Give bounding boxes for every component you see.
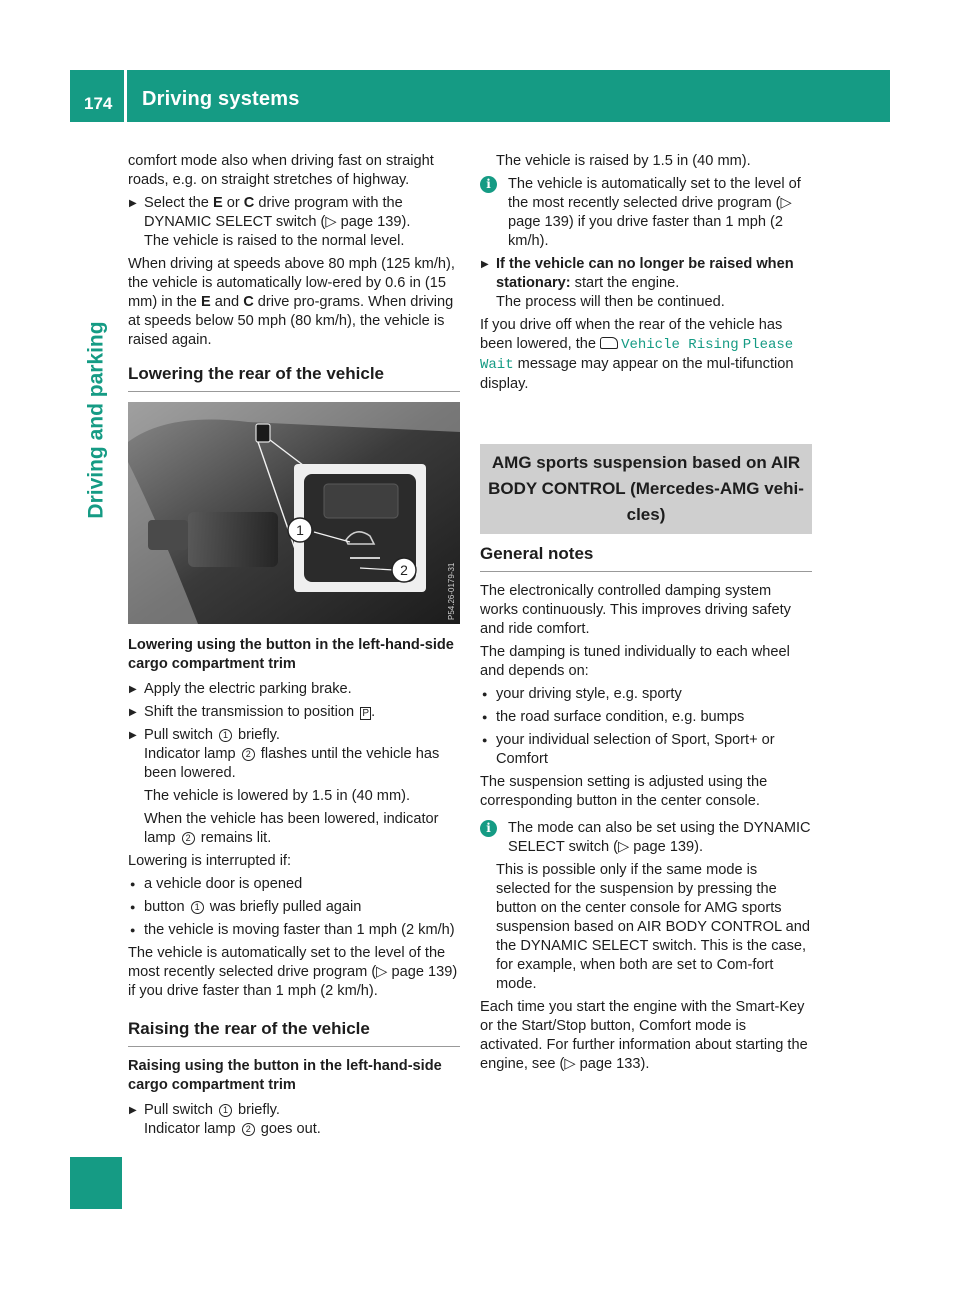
lowering-heading: Lowering the rear of the vehicle [128, 364, 460, 392]
display-message-line2: Please Wait [480, 337, 794, 373]
raising-heading: Raising the rear of the vehicle [128, 1019, 460, 1047]
step-cannot-raise: ▶ If the vehicle can no longer be raised when stationary: start the engine. The process will then be continued. [480, 255, 812, 312]
car-level-icon [600, 337, 618, 349]
callout-1: 1 [219, 1104, 232, 1117]
callout-2: 2 [242, 748, 255, 761]
image-code: P54.26-0179-31 [447, 562, 456, 620]
cargo-switch-photo [128, 402, 460, 624]
step-shift-transmission: ▶ Shift the transmission to position P . [128, 703, 460, 722]
step-parking-brake: ▶ Apply the electric parking brake. [128, 680, 460, 699]
info-icon: i [480, 820, 497, 837]
svg-text:2: 2 [400, 562, 408, 578]
interrupted-text: Lowering is interrupted if: [128, 853, 292, 869]
bullet-driving-style: ● your driving style, e.g. sporty [480, 685, 812, 704]
left-column [128, 152, 460, 1143]
info-icon: i [480, 176, 497, 193]
auto-level-text: The vehicle is automatically set to the level of the most recently selected drive program (▷ page 139) if you drive faster than 1 mph (2 km/h). [128, 945, 458, 999]
callout-1: 1 [219, 729, 232, 742]
step-result: The vehicle is raised to the normal level. [144, 233, 405, 249]
speeds-text: When driving at speeds above 80 mph (125 km/h), the vehicle is automatically low-ered by 0.6 in (15 mm) in the E and C drive pro-grams. When driving at speeds below 50 mph (80 km/h), the vehicle is raised again. [128, 256, 455, 348]
damping-tuned: The damping is tuned individually to each wheel and depends on: [480, 644, 790, 679]
drive-off-text: If you drive off when the rear of the vehicle has been lowered, the Vehicle Rising Please Wait message may appear on the mul-tifunction display. [480, 317, 794, 392]
callout-2: 2 [242, 1123, 255, 1136]
page-number: 174 [84, 94, 113, 113]
damping-intro: The electronically controlled damping system works continuously. This improves driving safety and ride comfort. [480, 583, 791, 637]
right-column [480, 152, 812, 1078]
step-pull-switch: ▶ Pull switch 1 briefly. Indicator lamp 2 flashes until the vehicle has been lowered. [128, 726, 460, 783]
raised-by-text: The vehicle is raised by 1.5 in (40 mm). [496, 153, 751, 169]
page-title: Driving systems [142, 88, 300, 110]
step-select-program: ▶ Select the E or C drive program with the DYNAMIC SELECT switch (▷ page 139). The vehicle is raised to the normal level. [128, 194, 460, 251]
info-mode: i The mode can also be set using the DYNAMIC SELECT switch (▷ page 139). [480, 819, 812, 857]
info-auto-level: i The vehicle is automatically set to the level of the most recently selected drive program (▷ page 139) if you drive faster than 1 mph (2 km/h). [480, 175, 812, 251]
section-marker [70, 1157, 122, 1209]
bullet-road-surface: ● the road surface condition, e.g. bumps [480, 708, 812, 727]
info-mode-continued: This is possible only if the same mode is selected for the suspension by pressing the button on the center console for AMG sports suspension based on AIR BODY CONTROL and the DYNAMIC SELECT switch. This is the case, for example, when both are set to Com-fort mode. [496, 862, 810, 992]
side-tab [70, 122, 122, 1157]
amg-suspension-heading: AMG sports suspension based on AIR BODY CONTROL (Mercedes-AMG vehi-cles) [480, 444, 812, 534]
lowering-subheading: Lowering using the button in the left-hand-side cargo compartment trim [128, 637, 454, 672]
svg-text:1: 1 [296, 522, 304, 538]
adjusted-text: The suspension setting is adjusted using the corresponding button in the center console. [480, 774, 768, 809]
step-raise-pull-switch: ▶ Pull switch 1 briefly. Indicator lamp 2 goes out. [128, 1101, 460, 1139]
bullet-moving: ● the vehicle is moving faster than 1 mph (2 km/h) [128, 921, 460, 940]
cargo-switch-illustration [128, 402, 460, 624]
general-notes-heading: General notes [480, 544, 812, 572]
raising-subheading: Raising using the button in the left-hand-side cargo compartment trim [128, 1058, 442, 1093]
section-side-label: Driving and parking [84, 321, 108, 519]
lowered-by-text: The vehicle is lowered by 1.5 in (40 mm). [144, 788, 411, 804]
display-message-line1: Vehicle Rising [621, 337, 739, 353]
callout-1: 1 [191, 901, 204, 914]
intro-text: comfort mode also when driving fast on straight roads, e.g. on straight stretches of highway. [128, 153, 434, 188]
start-engine-text: Each time you start the engine with the Smart-Key or the Start/Stop button, Comfort mode is activated. For further information about starting the engine, see (▷ page 133). [480, 999, 808, 1072]
park-position-icon: P [360, 707, 371, 720]
callout-2: 2 [182, 832, 195, 845]
header-divider [124, 70, 127, 122]
bullet-selection: ● your individual selection of Sport, Sport+ or Comfort [480, 731, 812, 769]
bullet-door: ● a vehicle door is opened [128, 875, 460, 894]
bullet-button: ● button 1 was briefly pulled again [128, 898, 460, 917]
lowered-lamp-text: When the vehicle has been lowered, indicator lamp 2 remains lit. [144, 811, 439, 846]
